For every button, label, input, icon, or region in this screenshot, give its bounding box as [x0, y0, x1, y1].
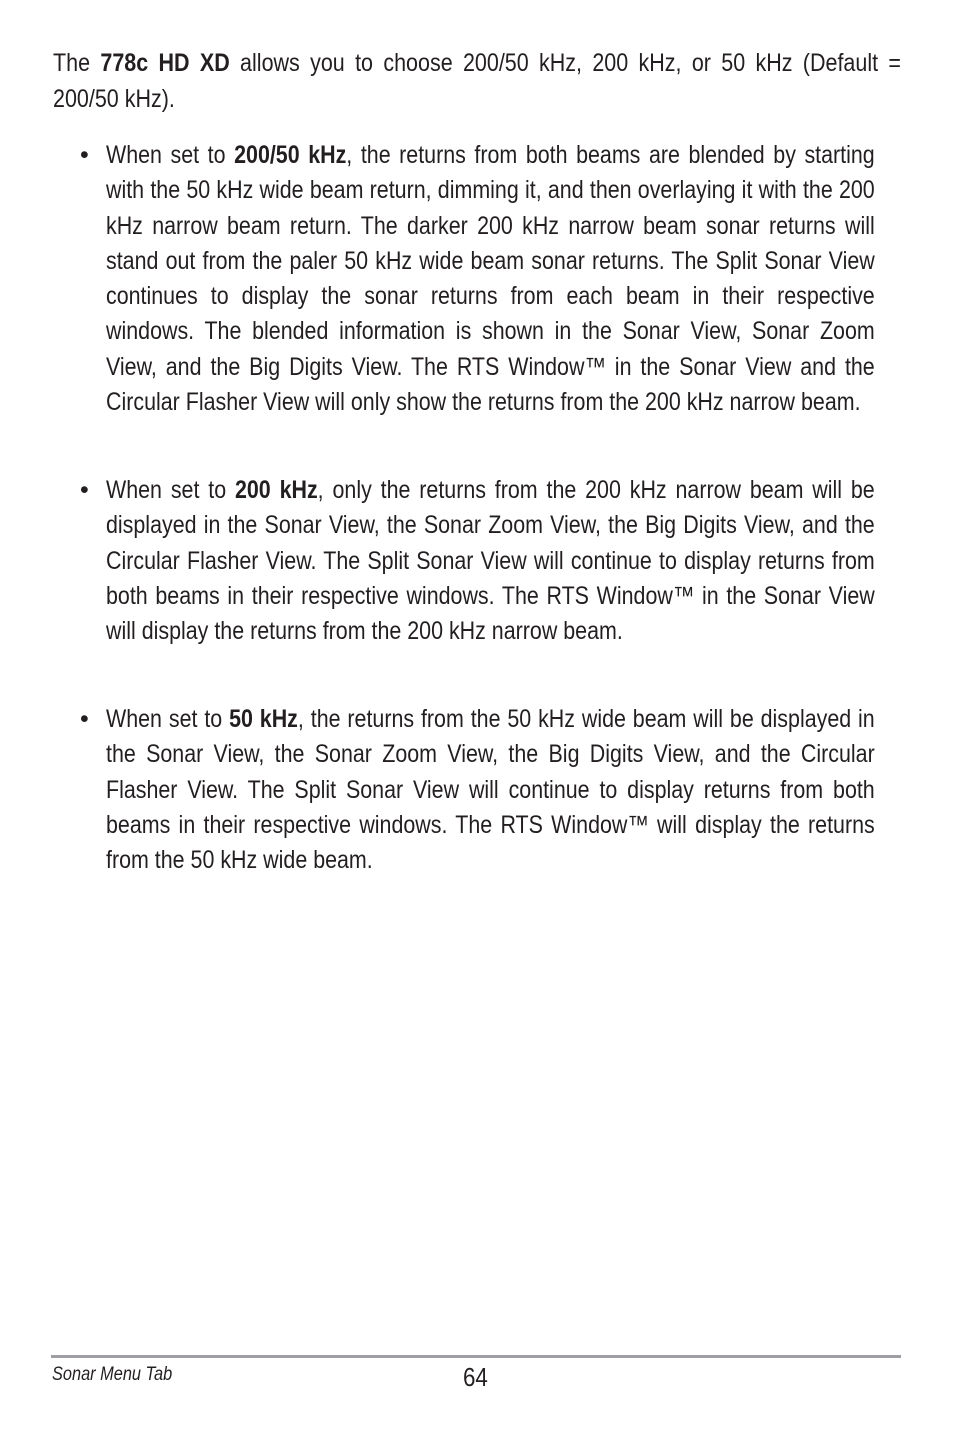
setting-value: 50 kHz [229, 705, 298, 733]
setting-value: 200 kHz [234, 476, 318, 504]
list-item-text [106, 473, 875, 649]
intro-post: allows you to choose 200/50 kHz, 200 kHz, or 50 kHz (Default = 200/50 kHz). [53, 49, 901, 113]
bullet-icon: • [80, 141, 89, 169]
page-number: 64 [463, 1362, 488, 1392]
list-item-text [106, 138, 875, 420]
list-item-post: , only the returns from the 200 kHz narrow beam will be displayed in the Sonar View, the Sonar Zoom View, the Big Digits View, and the Circular Flasher View. The Split Sonar View will continue to display returns from both beams in their respective windows. The RTS Window™ in the Sonar View will display the returns from the 200 kHz narrow beam. [106, 476, 875, 646]
model-name: 778c HD XD [100, 49, 230, 77]
footer-divider [51, 1355, 901, 1358]
footer-section-title: Sonar Menu Tab [52, 1364, 173, 1385]
bullet-icon: • [80, 705, 89, 733]
list-item-post: , the returns from both beams are blended by starting with the 50 kHz wide beam return, dimming it, and then overlaying it with the 200 kHz narrow beam return. The darker 200 kHz narrow beam sonar returns will stand out from the paler 50 kHz wide beam sonar returns. The Split Sonar View continues to display the sonar returns from each beam in their respective windows. The blended information is shown in the Sonar View, Sonar Zoom View, and the Big Digits View. The RTS Window™ in the Sonar View and the Circular Flasher View will only show the returns from the 200 kHz narrow beam. [106, 141, 875, 417]
list-item-post: , the returns from the 50 kHz wide beam will be displayed in the Sonar View, the Sonar Zoom View, the Big Digits View, and the Circular Flasher View. The Split Sonar View will continue to display returns from both beams in their respective windows. The RTS Window™ will display the returns from the 50 kHz wide beam. [106, 705, 875, 875]
intro-paragraph [53, 46, 901, 117]
list-item-text [106, 702, 875, 878]
intro-pre: The [53, 49, 101, 77]
list-item-pre: When set to [106, 141, 235, 169]
list-item-pre: When set to [106, 705, 230, 733]
bullet-icon: • [80, 476, 89, 504]
list-item-pre: When set to [106, 476, 235, 504]
setting-value: 200/50 kHz [234, 141, 347, 169]
